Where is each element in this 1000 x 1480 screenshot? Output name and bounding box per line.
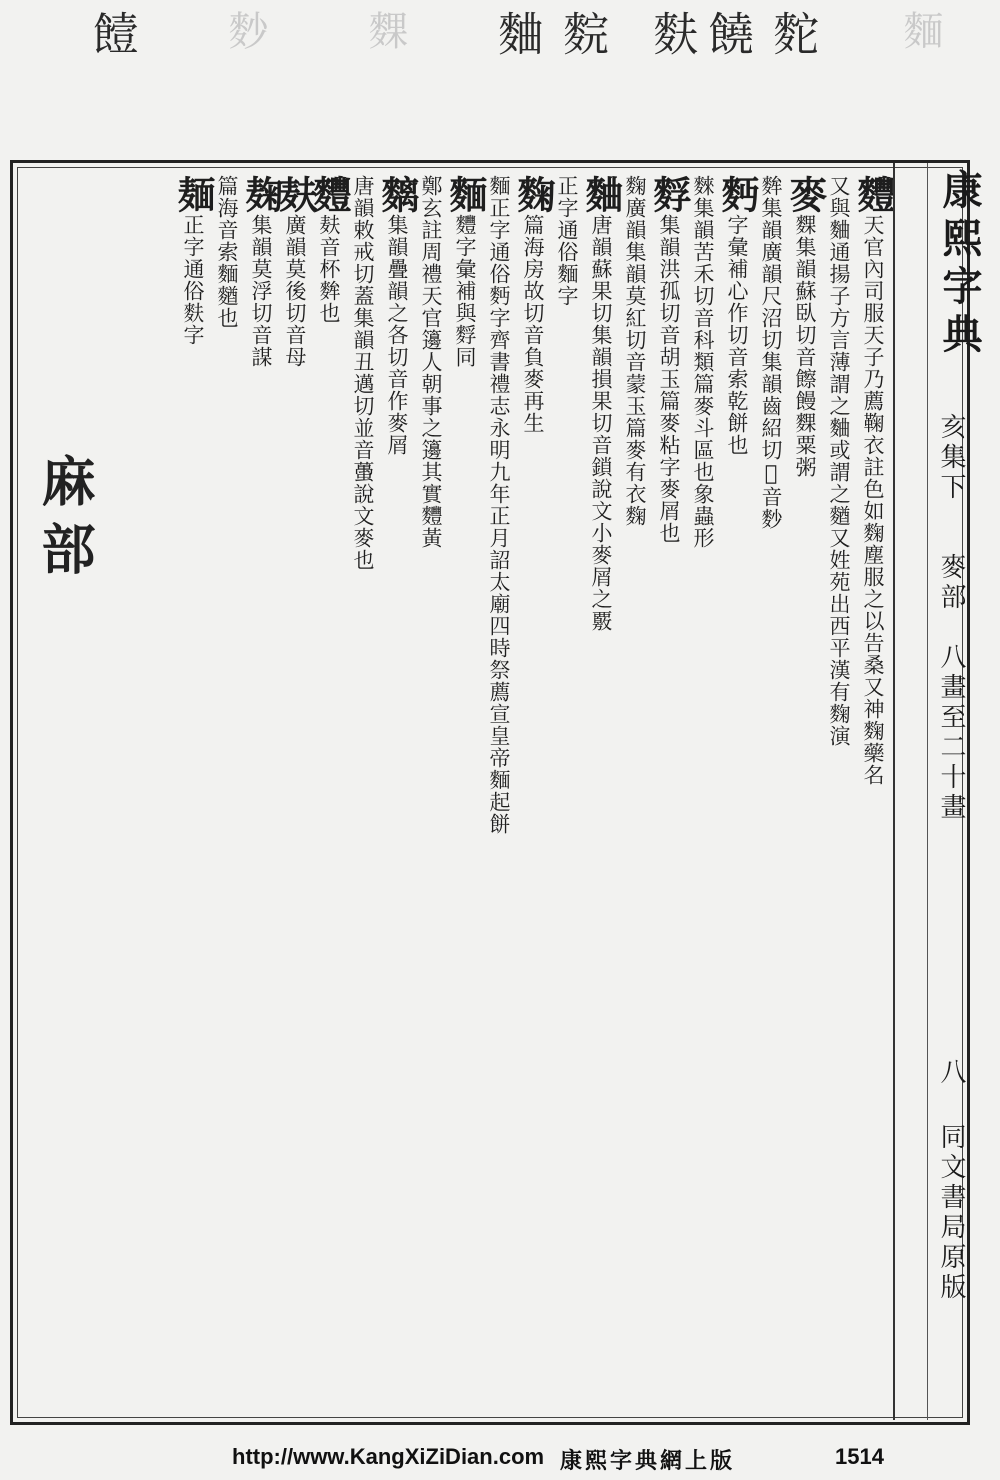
head-char: 麴 [511, 175, 556, 214]
entry-column [715, 175, 760, 1405]
entry-column [346, 175, 380, 1405]
head-char: 麺 [171, 175, 216, 214]
entry-text: 唐韻敕戒切蓋集韻丑邁切並音蠆說文麥也 [351, 175, 375, 571]
entry-column [239, 175, 284, 1405]
entry-column [579, 175, 624, 1405]
seal-char: 䴱 [766, 10, 820, 52]
dictionary-title: 康熙字典 [936, 169, 983, 361]
footer-page-number: 1514 [835, 1444, 884, 1469]
head-char: 麸 [273, 175, 318, 214]
seal-char: 饐 [86, 10, 140, 52]
seal-char: 饒 [701, 10, 755, 52]
entry-text: 麸音杯麰也 [317, 214, 341, 324]
entry-text: 麴廣韻集韻莫紅切音蒙玉篇麥有衣麴 [623, 175, 647, 527]
entry-text: 麰集韻廣韻尺沼切集韻齒紹切𫆑音麨 [759, 175, 783, 530]
entry-column [618, 175, 652, 1405]
stroke-range-label: 八畫至二十畫 [936, 643, 966, 823]
entry-column [550, 175, 584, 1405]
entry-text: 集韻莫浮切音謀 [249, 214, 273, 368]
head-char: 麷 [307, 175, 352, 214]
head-char: 麥 [783, 175, 828, 214]
seal-char: 䴷 [556, 10, 610, 52]
entry-column [210, 175, 244, 1405]
entry-column [822, 175, 856, 1405]
entry-column [443, 175, 488, 1405]
entry-column [171, 175, 216, 1405]
seal-char: 麯 [491, 10, 545, 52]
entry-text: 麵正字通俗麪字齊書禮志永明九年正月詔太廟四時祭薦宣皇帝麵起餅 [487, 175, 511, 835]
seal-char: 麩 [646, 10, 700, 52]
entry-column [414, 175, 448, 1405]
entry-column [783, 175, 828, 1405]
radical-label: 麥部 [936, 553, 966, 613]
collection-label: 亥集下 [936, 413, 966, 503]
head-char: 麷 [851, 175, 896, 214]
entry-text: 正字通俗麵字 [555, 175, 579, 307]
entry-text: 篇海音索麵𪍑也 [215, 175, 239, 329]
entry-column [482, 175, 516, 1405]
entry-text: 又與麯通揚子方言薄謂之麯或謂之𪍑又姓苑出西平漢有麴演 [827, 175, 851, 747]
footer-publisher: 康熙字典網上版 [560, 1448, 736, 1474]
entry-text: 天官內司服天子乃薦鞠衣註色如麴塵服之以告桑又神麴藥名 [861, 214, 885, 786]
entry-text: 廣韻莫後切音母 [283, 214, 307, 368]
head-char: 麵 [443, 175, 488, 214]
entry-text: 集韻疊韻之各切音作麥屑 [385, 214, 409, 456]
entry-text: 麳集韻苦禾切音科類篇麥斗區也象蟲形 [691, 175, 715, 549]
entry-column [647, 175, 692, 1405]
section-title: 麻部 [33, 453, 97, 589]
dictionary-body [75, 175, 896, 1405]
seal-char-faint: 麵 [897, 10, 943, 46]
head-char: 麶 [375, 175, 420, 214]
entry-text: 集韻洪孤切音胡玉篇麥粘字麥屑也 [657, 214, 681, 544]
head-char: 麪 [715, 175, 760, 214]
seal-script-strip [0, 0, 1000, 160]
entry-column [511, 175, 556, 1405]
entry-text: 正字通俗麩字 [181, 214, 205, 346]
entry-column [273, 175, 318, 1405]
side-header-column [893, 163, 983, 1420]
seal-char-faint: 麨 [222, 10, 268, 46]
entry-text: 鄭玄註周禮天官籩人朝事之籩其實麷黃 [419, 175, 443, 549]
page-frame [10, 160, 983, 1425]
edition-label: 同文書局原版 [936, 1123, 966, 1303]
footer-url[interactable]: http://www.KangXiZiDian.com [232, 1444, 545, 1469]
entry-text: 唐韻蘇果切集韻損果切音鎖說文小麥屑之覈 [589, 214, 613, 632]
entry-text: 麷字彙補與䴸同 [453, 214, 477, 368]
seal-char-faint: 䴹 [362, 10, 408, 46]
page-number-label: 八 [936, 1058, 966, 1088]
head-char: 䴸 [647, 175, 692, 214]
entry-text: 䴹集韻蘇臥切音𩟔饅䴹粟粥 [793, 214, 817, 478]
entry-column [375, 175, 420, 1405]
head-char: 麹 [239, 175, 284, 214]
entry-column [307, 175, 352, 1405]
entry-column [686, 175, 720, 1405]
side-divider [927, 163, 928, 1420]
entry-column [754, 175, 788, 1405]
head-char: 麯 [579, 175, 624, 214]
entry-text: 字彙補心作切音索乾餅也 [725, 214, 749, 456]
page-footer [0, 1440, 1000, 1480]
entry-text: 篇海房故切音負麥再生 [521, 214, 545, 434]
entry-column [851, 175, 896, 1405]
